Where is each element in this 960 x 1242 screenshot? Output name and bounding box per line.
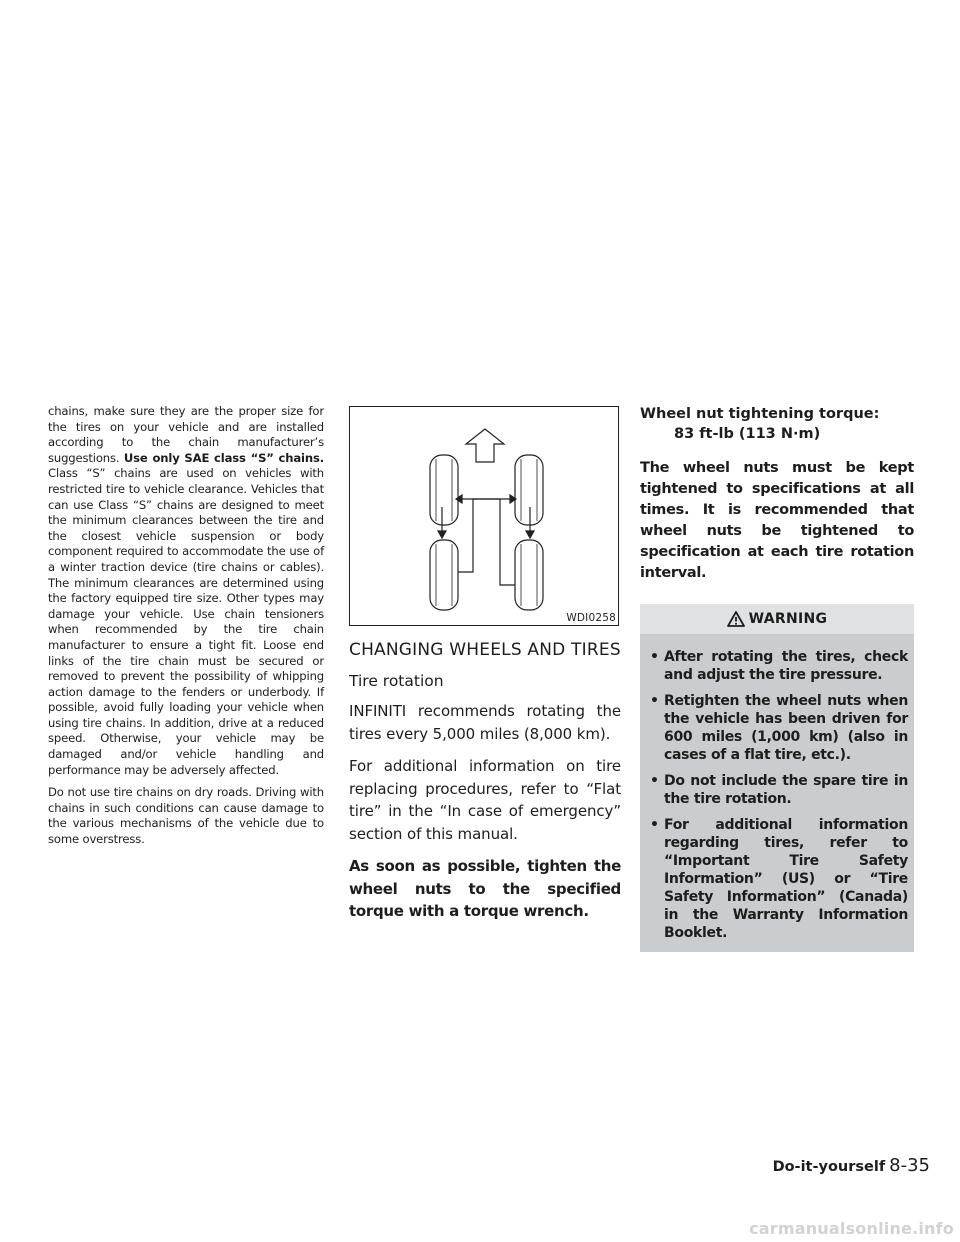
warning-item-text: After rotating the tires, check and adjust the tire pressure. xyxy=(664,649,908,683)
torque-spec-note: The wheel nuts must be kept tightened to specifications at all times. It is recommended that wheel nuts be tightened to specification at each tire rotation interval. xyxy=(640,460,914,581)
bullet: • xyxy=(650,693,659,709)
warning-title: WARNING xyxy=(748,611,828,627)
rear-right-tire xyxy=(515,540,543,610)
warning-item-text: Retighten the wheel nuts when the vehicle has been driven for 600 miles (1,000 km) (also in cases of a flat tire, etc.). xyxy=(664,693,908,763)
bullet: • xyxy=(650,649,659,665)
warning-item-text: Do not include the spare tire in the tire rotation. xyxy=(664,773,908,807)
page-footer xyxy=(773,1155,930,1176)
column-right xyxy=(640,404,914,952)
tire-rotation-diagram xyxy=(350,407,620,627)
warning-item xyxy=(650,816,908,942)
rear-to-front-cross-arrows xyxy=(456,495,516,585)
section-heading: CHANGING WHEELS AND TIRES xyxy=(349,640,621,660)
rear-left-tire xyxy=(430,540,458,610)
watermark: carmanualsonline.info xyxy=(749,1219,954,1238)
page-number: 8-35 xyxy=(889,1155,930,1176)
sae-chains-emphasis: Use only SAE class “S” chains. xyxy=(123,450,324,465)
warning-header xyxy=(640,604,914,634)
chains-text-b: Class “S” chains are used on vehicles with restricted tire to vehicle clearance. Vehicles that can use Class “S” chains are designed to meet the minimum clearances between the tire and the closest vehicle suspension or body component required to accommodate the use of a winter traction device (tire chains or cables). The minimum clearances are determined using the factory equipped tire size. Other types may damage your vehicle. Use chain tensioners when recommended by the tire chain manufacturer to ensure a tight fit. Loose end links of the tire chain must be secured or removed to prevent the possibility of whipping action damage to the fenders or underbody. If possible, avoid fully loading your vehicle when using tire chains. In addition, drive at a reduced speed. Otherwise, your vehicle may be damaged and/or vehicle handling and performance may be adversely affected. xyxy=(48,466,324,777)
warning-item-text: For additional information regarding tires, refer to “Important Tire Safety Information” (US) or “Tire Safety Information” (Canada) in the Warranty Information Booklet. xyxy=(664,817,908,941)
figure-code: WDI0258 xyxy=(566,612,616,624)
bullet: • xyxy=(650,773,659,789)
flat-tire-reference-paragraph: For additional information on tire replacing procedures, refer to “Flat tire” in the “In case of emergency” section of this manual. xyxy=(349,757,621,843)
warning-list xyxy=(640,634,914,952)
torque-spec-label: Wheel nut tightening torque: xyxy=(640,406,880,422)
warning-item xyxy=(650,772,908,808)
warning-item xyxy=(650,692,908,764)
rotation-interval-paragraph: INFINITI recommends rotating the tires every 5,000 miles (8,000 km). xyxy=(349,702,621,743)
forward-arrow-icon xyxy=(466,429,504,462)
front-left-tire xyxy=(430,455,458,525)
chains-text-a: chains, make sure they are the proper size for the tires on your vehicle and are installed according to the chain manufacturer’s suggestions. xyxy=(48,404,324,465)
warning-item xyxy=(650,648,908,684)
sub-heading: Tire rotation xyxy=(349,672,444,690)
tighten-nuts-paragraph: As soon as possible, tighten the wheel nuts to the specified torque with a torque wrench. xyxy=(349,857,621,920)
footer-section-name: Do-it-yourself xyxy=(772,1159,886,1175)
column-left xyxy=(48,404,324,848)
torque-spec-value: 83 ft-lb (113 N·m) xyxy=(674,426,821,442)
front-right-tire xyxy=(515,455,543,525)
chains-paragraph xyxy=(48,404,324,778)
warning-box xyxy=(640,604,914,952)
warning-triangle-icon xyxy=(727,611,745,627)
column-middle xyxy=(349,404,621,923)
tire-rotation-figure xyxy=(349,406,619,626)
bullet: • xyxy=(650,817,659,833)
dry-roads-paragraph: Do not use tire chains on dry roads. Driving with chains in such conditions can cause damage to the various mechanisms of the vehicle due to some overstress. xyxy=(48,785,324,847)
